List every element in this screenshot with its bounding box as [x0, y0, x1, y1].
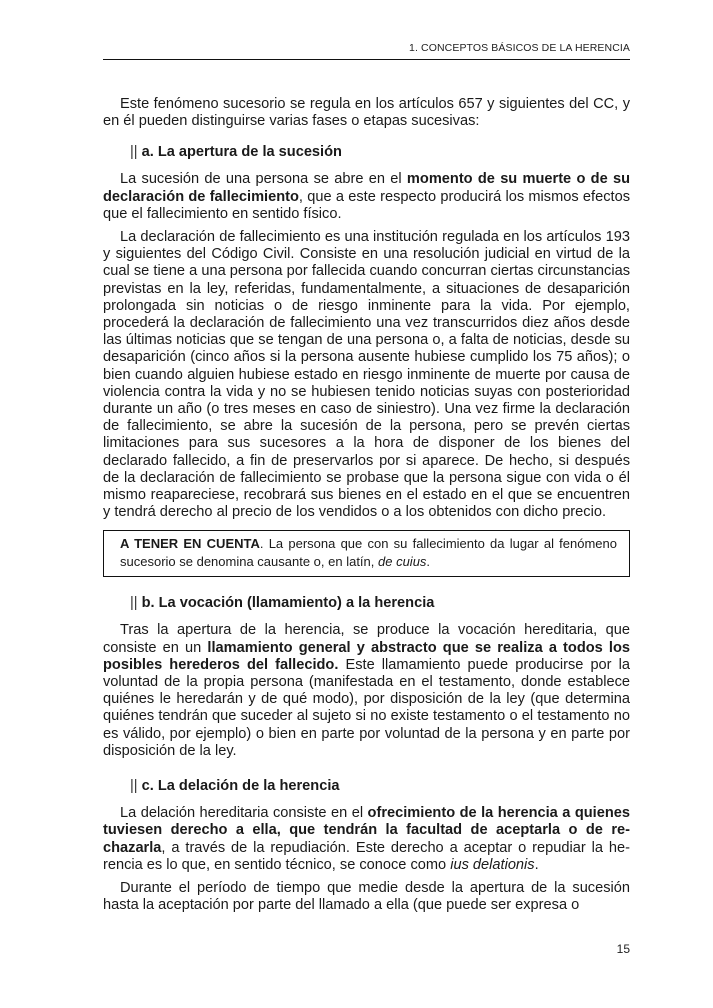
paragraph-a2: La declaración de fallecimiento es una institución regulada en los artículos 193 y siguientes del Código Civil. Consiste en una resolución judicial en virtud de la cual se tiene a una persona por fallecida cuando concurran ciertas circunstancias previstas en la ley, referidas, fundamentalmente, a situaciones de desaparición prolongada sin noticias o de riesgo inminente para la vida. Por ejemplo, procederá la declaración de fallecimiento una vez transcurridos diez años desde las últimas noticias que se tengan de una persona o, a falta de noticias, desde su desaparición (cinco años si la persona ausente hubiese cumplido los 75 años); o bien cuando alguien hubiese estado en riesgo inminente de muerte por causa de violencia contra la vida y no se hubiesen tenido noticias suyas con posterioridad durante un año (o tres meses en caso de siniestro). Una vez firme la declaración de fallecimiento, se abre la sucesión de la persona, pero se prevén ciertas limitaciones para sus sucesores a la hora de disponer de los bienes del declarado fallecido, a fin de preservarlos por si aparece. De hecho, si después de la declaración de fallecimiento se probase que la persona sigue con vida o él mismo reapareciese, recobrará sus bienes en el estado en el que se encuentren y tendrá derecho al precio de los vendidos o a los obtenidos con dicho precio.: [103, 229, 630, 521]
section-title-c: c. La delación de la herencia: [141, 778, 340, 795]
heading-bars: ||: [130, 144, 138, 161]
note-text: . La persona que con su fallecimiento da lugar al fenómeno sucesorio se denomina causante o, en latín,: [120, 536, 617, 570]
note-end: .: [426, 554, 431, 570]
paragraph-b1: [103, 622, 630, 760]
section-heading-b: [103, 595, 630, 612]
section-title-a: a. La apertura de la sucesión: [141, 144, 342, 161]
intro-paragraph: Este fenómeno sucesorio se regula en los artículos 657 y siguientes del CC, y en él pueden distinguirse varias fases o etapas sucesivas:: [103, 96, 630, 130]
emphasis-text: llamamiento general y abstracto que se realiza a todos los posibles herederos del fallecido.: [103, 639, 630, 673]
note-label: A TENER EN CUENTA: [120, 536, 260, 552]
emphasis-text: ofrecimiento de la herencia a quienes tuviesen derecho a ella, que tendrán la facultad de aceptarla o de rechazarla: [103, 805, 630, 856]
paragraph-c1: [103, 805, 630, 874]
text-run: Este llamamiento puede producirse por la voluntad de la propia persona (manifestada en el testamento, donde establece quiénes le heredarán y de qué modo), por disposición de la ley (que determina quiénes tendrán que suceder al sujeto si no existe testamento o el testamento no es válido, por ejemplo) o bien en parte por voluntad de la persona y en parte por disposición de la ley.: [103, 656, 630, 759]
note-term: de cuius: [378, 554, 427, 570]
section-heading-c: [103, 778, 630, 795]
section-heading-a: [103, 144, 630, 161]
paragraph-c2: Durante el período de tiempo que medie desde la apertura de la sucesión hasta la aceptación por parte del llamado a ella (que puede ser expresa o: [103, 879, 630, 914]
body-text: [103, 96, 630, 920]
text-run: .: [534, 856, 539, 873]
paragraph-a1: [103, 171, 630, 223]
text-run: La delación hereditaria consiste en el: [120, 805, 368, 822]
note-box: [103, 530, 630, 577]
text-run: , a través de la repudiación. Este derecho a aceptar o repudiar la herencia es lo que, en sentido técnico, se conoce como: [103, 839, 630, 873]
emphasis-text: momento de su muerte o de su declaración de fallecimiento: [103, 171, 630, 205]
header-rule: [103, 59, 630, 60]
text-run: , que a este respecto producirá los mismos efectos que el fallecimiento en sentido físico.: [103, 188, 630, 222]
text-run: Tras la apertura de la herencia, se produce la vocación hereditaria, que consiste en un: [103, 622, 630, 656]
section-title-b: b. La vocación (llamamiento) a la herencia: [141, 595, 435, 612]
heading-bars: ||: [130, 778, 138, 795]
latin-term: ius delationis: [450, 856, 535, 873]
heading-bars: ||: [130, 595, 138, 612]
text-run: La sucesión de una persona se abre en el: [120, 171, 407, 188]
page-number: 15: [616, 942, 630, 956]
running-header: 1. CONCEPTOS BÁSICOS DE LA HERENCIA: [409, 42, 630, 54]
